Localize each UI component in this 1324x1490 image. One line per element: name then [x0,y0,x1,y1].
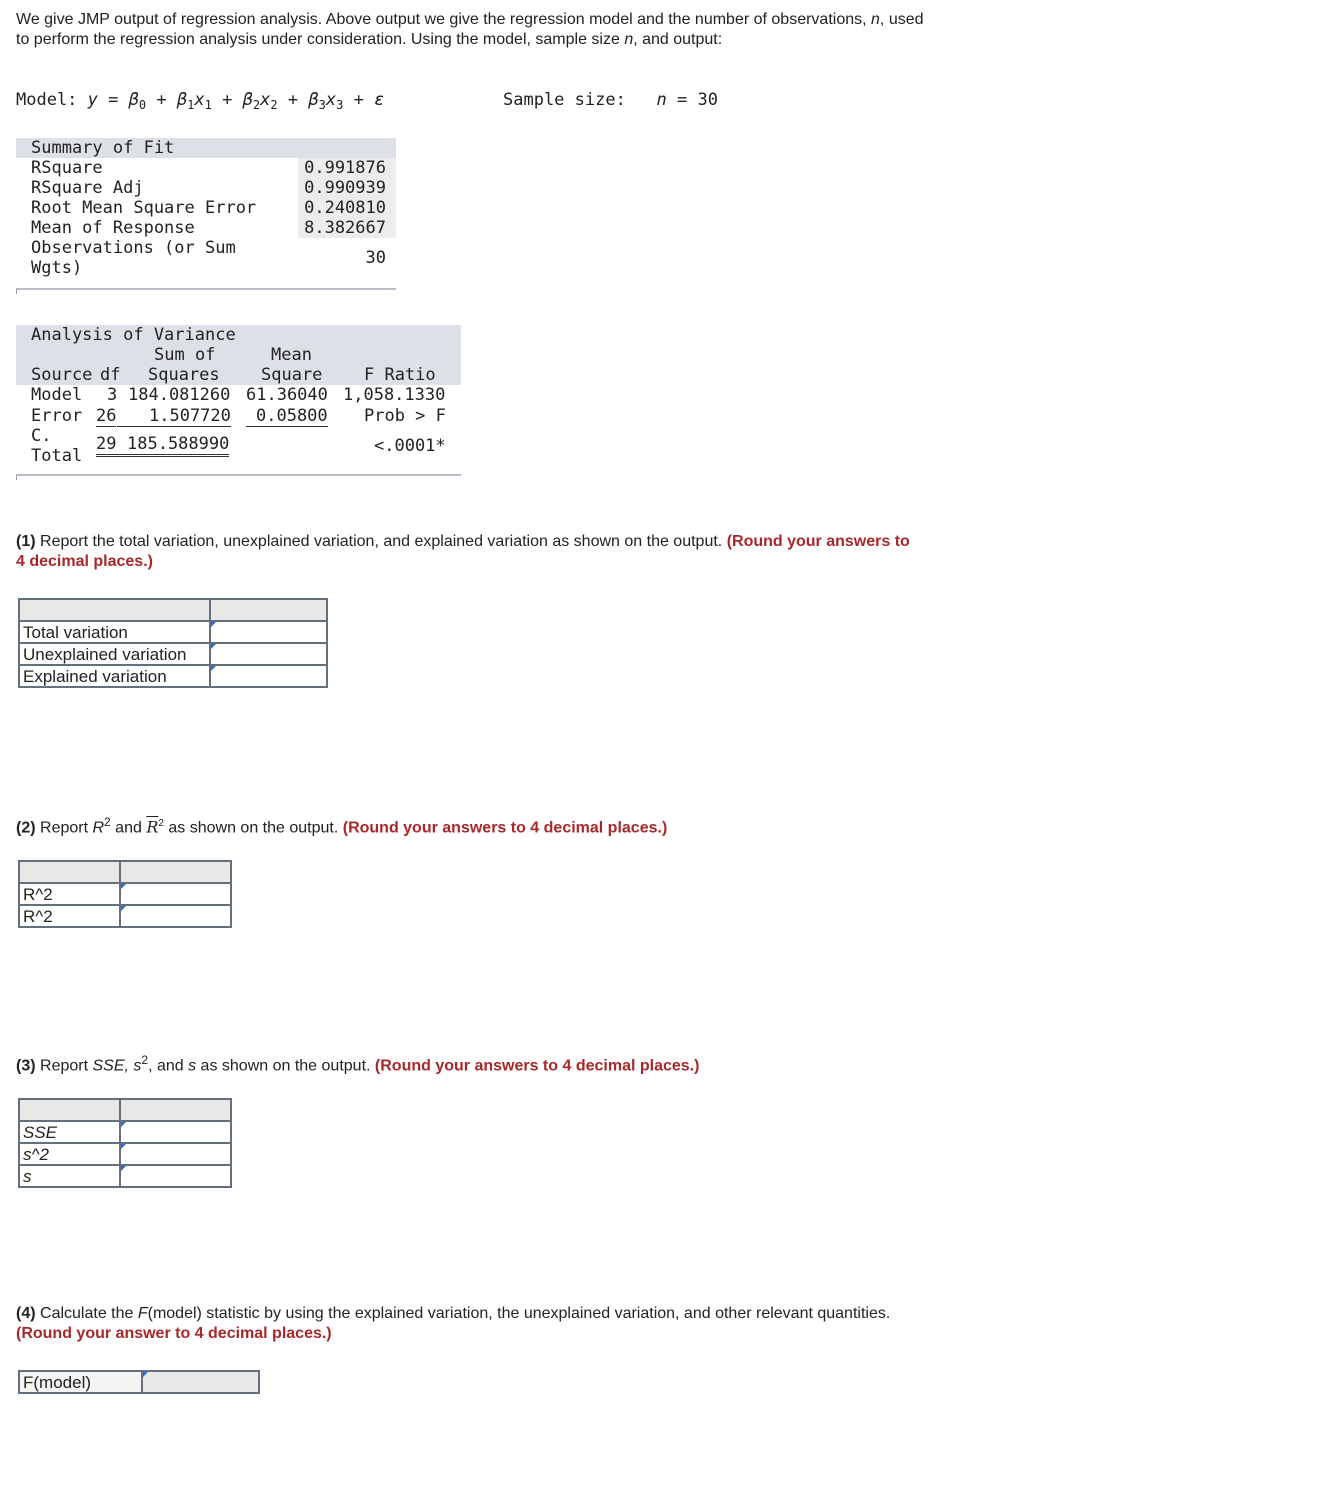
question-4: (4) Calculate the F(model) statistic by using the explained variation, the unexplained variation, and other relevant quantities. (Round your answer to 4 decimal places.) [16,1305,891,1342]
sof-row: RSquare Adj 0.990939 [16,178,396,198]
row-label: Total variation [19,621,210,643]
row-label: s^2 [19,1143,120,1165]
anova-row-model: Model 3 184.081260 61.36040 1,058.1330 [31,385,446,405]
row-label: Explained variation [19,665,210,687]
row-label: R^2 [19,883,120,905]
question-3: (3) Report SSE, $s^2$, and s as shown on the output. (Round your answers to 4 decimal places.) [16,1053,700,1075]
model-equation: Model: $y = \beta_0 + \beta_1x_1 + \beta_2x_2 + \beta_3x_3 + \varepsilon$ [16,90,385,112]
divider [16,474,461,480]
row-label: R^2 [19,905,120,927]
divider [16,288,396,294]
f-model-input[interactable] [143,1373,258,1392]
q3-answer-table [18,1098,232,1188]
anova-row-error: Error 26 1.507720 0.05800 Prob > F [31,406,446,426]
sample-size: Sample size: n = 30 [503,90,718,110]
question-2: (2) Report $R^2$ and $\overline{R}^2$ as shown on the output. (Round your answers to 4 decimal places.) [16,815,668,837]
sse-input[interactable] [121,1123,230,1142]
row-label: s [19,1165,120,1187]
unexplained-variation-input[interactable] [211,645,326,664]
row-label: Unexplained variation [19,643,210,665]
total-variation-input[interactable] [211,623,326,642]
s-squared-input[interactable] [121,1145,230,1164]
summary-of-fit-title: Summary of Fit [16,138,396,158]
sof-row: RSquare 0.991876 [16,158,396,178]
sof-row: Observations (or Sum Wgts) 30 [31,238,386,278]
analysis-of-variance: Analysis of Variance Sum of Mean Source df Squares Square F Ratio Model 3 184.081260 61.36040 1,058.1330 Error 26 1.507720 0.05800 Prob > F C. Total 29 185.588990 <.0001* [16,325,461,480]
anova-row-total: C. Total 29 185.588990 <.0001* [31,426,446,466]
question-1: (1) Report the total variation, unexplained variation, and explained variation as shown on the output. (Round your answers to 4 decimal places.) [16,533,910,570]
q2-answer-table [18,860,232,928]
row-label: SSE [19,1121,120,1143]
summary-of-fit [16,138,396,294]
s-input[interactable] [121,1167,230,1186]
explained-variation-input[interactable] [211,667,326,686]
intro-text: We give JMP output of regression analysis. Above output we give the regression model and the number of observations, n, used to perform the regression analysis under consideration. Using the model, sample size n, and output: [16,11,924,48]
r-squared-input[interactable] [121,885,230,904]
q1-answer-table [18,598,328,688]
q4-answer-table [18,1370,260,1394]
row-label: F(model) [19,1371,142,1393]
sof-row: Root Mean Square Error 0.240810 [16,198,396,218]
anova-title: Analysis of Variance [31,325,236,345]
r-squared-adj-input[interactable] [121,907,230,926]
sof-row: Mean of Response 8.382667 [16,218,396,238]
